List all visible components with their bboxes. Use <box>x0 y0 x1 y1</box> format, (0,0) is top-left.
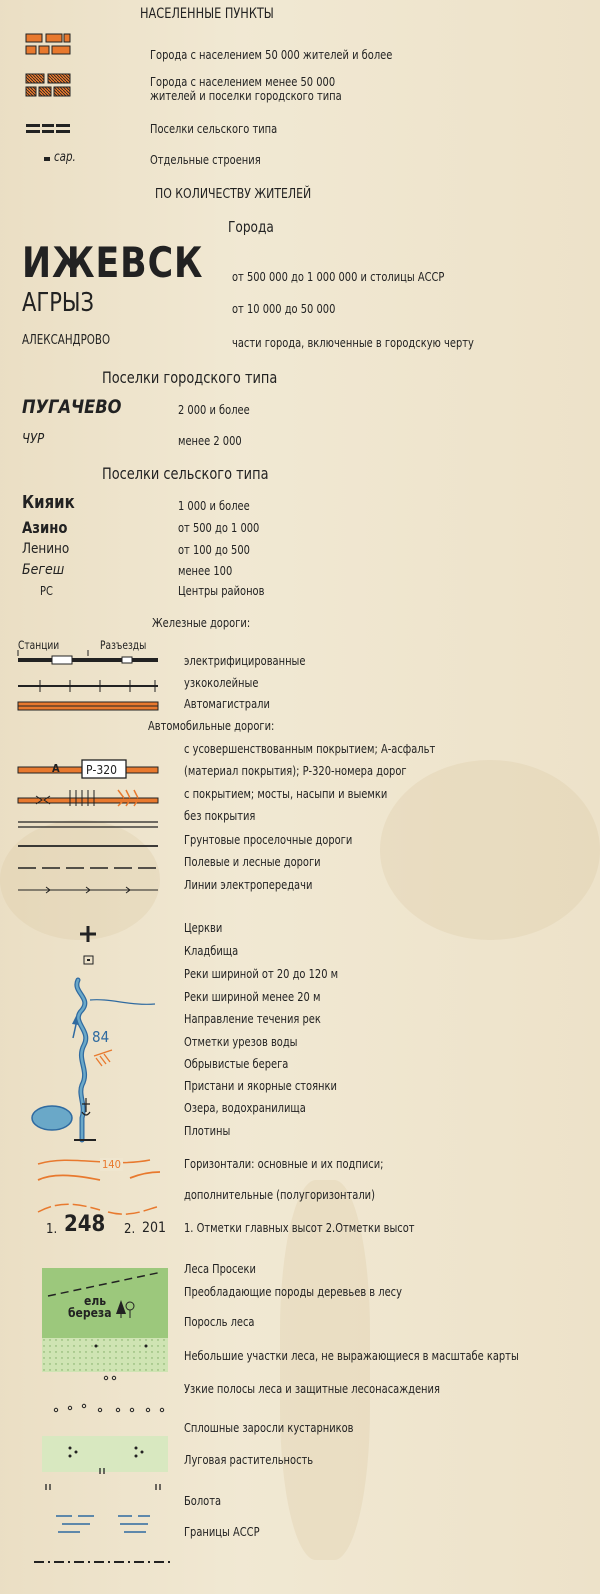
text-river-wide: Реки шириной от 20 до 120 м <box>184 966 339 981</box>
contour-label: 140 <box>102 1158 121 1171</box>
text-river-narrow: Реки шириной менее 20 м <box>184 989 321 1004</box>
text-half-contours: дополнительные (полугоризонтали) <box>184 1187 375 1202</box>
text-urban-chur: менее 2 000 <box>178 433 242 448</box>
unpaved-road-symbol <box>18 822 158 827</box>
legend-text-building: Отдельные строения <box>150 152 261 167</box>
river-icon <box>32 980 155 1140</box>
text-small-forest: Небольшие участки леса, не выражающиеся в масштабе карты <box>184 1348 519 1363</box>
text-power-line: Линии электропередачи <box>184 877 313 892</box>
surfaced-road-symbol <box>18 790 158 806</box>
highway-symbol <box>18 702 158 710</box>
road-sample-a: А <box>52 762 60 775</box>
sample-city-izhevsk: ИЖЕВСК <box>22 238 204 287</box>
sample-rural-azino: Азино <box>22 518 68 537</box>
text-young-forest: Поросль леса <box>184 1314 255 1329</box>
swamp-symbol <box>56 1516 150 1532</box>
text-rural-kiyaik: 1 000 и более <box>178 498 250 513</box>
text-water-level: Отметки урезов воды <box>184 1034 298 1049</box>
text-flow-direction: Направление течения рек <box>184 1011 321 1026</box>
text-road-material: (материал покрытия); Р-320-номера дорог <box>184 763 407 778</box>
roads-title: Автомобильные дороги: <box>148 718 275 733</box>
small-city-symbol <box>26 74 70 96</box>
legend-text-small-city: Города с населением менее 50 000 жителей и поселки городского типа <box>150 74 342 103</box>
urban-title: Поселки городского типа <box>102 368 278 387</box>
height-num-2: 2. <box>124 1222 136 1237</box>
text-heights: 1. Отметки главных высот 2.Отметки высот <box>184 1220 415 1235</box>
legend-text-large-city: Города с населением 50 000 жителей и более <box>150 47 393 62</box>
text-assr-border: Границы АССР <box>184 1524 260 1539</box>
text-urban-pugachevo: 2 000 и более <box>178 402 250 417</box>
building-symbol <box>44 157 50 161</box>
forest-word-spruce: ель <box>84 1294 107 1308</box>
text-road-improved: с усовершенствованным покрытием; А-асфальт <box>184 741 436 756</box>
text-tree-species: Преобладающие породы деревьев в лесу <box>184 1284 402 1299</box>
contour-lines-symbol <box>38 1160 160 1180</box>
railway-electrified-symbol <box>18 650 158 664</box>
legend-text-rural: Поселки сельского типа <box>150 121 278 136</box>
stations-label: Станции <box>18 638 60 652</box>
sidings-label: Разъезды <box>100 638 147 652</box>
sample-rural-kiyaik: Кияик <box>22 492 75 513</box>
text-contours: Горизонтали: основные и их подписи; <box>184 1156 384 1171</box>
text-rail-electrified: электрифицированные <box>184 653 306 668</box>
road-sample-route: Р-320 <box>86 763 118 777</box>
forest-word-birch: береза <box>68 1306 112 1320</box>
building-sample-label: сар. <box>54 150 76 165</box>
text-piers: Пристани и якорные стоянки <box>184 1078 337 1093</box>
railway-narrow-symbol <box>18 680 158 692</box>
sample-urban-pugachevo: ПУГАЧЕВО <box>22 396 122 418</box>
sample-rural-lenino: Ленино <box>22 541 70 557</box>
cemetery-icon <box>84 956 93 964</box>
sample-city-district: АЛЕКСАНДРОВО <box>22 333 111 348</box>
height-num-1: 1. <box>46 1222 58 1237</box>
shrub-symbol <box>42 1436 168 1472</box>
sample-rural-begesh: Бегеш <box>22 562 65 578</box>
text-district-center: Центры районов <box>178 583 265 598</box>
young-forest-symbol <box>42 1338 168 1372</box>
text-forests: Леса Просеки <box>184 1261 256 1276</box>
section-title-population: ПО КОЛИЧЕСТВУ ЖИТЕЛЕЙ <box>155 186 312 202</box>
section-title-settlements: НАСЕЛЕННЫЕ ПУНКТЫ <box>140 6 274 22</box>
text-lakes: Озера, водохранилища <box>184 1100 306 1115</box>
text-dams: Плотины <box>184 1123 231 1138</box>
rural-settlement-symbol <box>26 124 70 133</box>
text-rural-lenino: от 100 до 500 <box>178 542 250 557</box>
sample-urban-chur: ЧУР <box>22 432 45 447</box>
water-level-mark: 84 <box>92 1028 110 1046</box>
sample-district-center: РС <box>40 583 53 598</box>
text-church: Церкви <box>184 920 223 935</box>
height-secondary-value: 201 <box>142 1220 167 1236</box>
text-rural-azino: от 500 до 1 000 <box>178 520 260 535</box>
text-road-unpaved: без покрытия <box>184 808 256 823</box>
church-icon <box>80 926 96 942</box>
rural-title: Поселки сельского типа <box>102 464 269 483</box>
text-shrubs: Сплошные заросли кустарников <box>184 1420 354 1435</box>
text-city-izhevsk: от 500 000 до 1 000 000 и столицы АССР <box>232 269 445 284</box>
text-road-surfaced: с покрытием; мосты, насыпи и выемки <box>184 786 388 801</box>
forest-strip-symbol <box>54 1404 163 1411</box>
small-forest-symbol <box>104 1376 115 1379</box>
text-road-field: Полевые и лесные дороги <box>184 854 321 869</box>
text-city-agryz: от 10 000 до 50 000 <box>232 301 336 316</box>
text-city-district: части города, включенные в городскую черту <box>232 335 474 350</box>
height-main-value: 248 <box>64 1212 106 1237</box>
text-cemetery: Кладбища <box>184 943 239 958</box>
cities-title: Города <box>228 218 274 236</box>
power-line-symbol <box>18 887 158 893</box>
rail-title: Железные дороги: <box>152 615 251 630</box>
large-city-symbol <box>26 34 70 54</box>
text-rural-begesh: менее 100 <box>178 563 233 578</box>
text-rail-narrow: узкоколейные <box>184 675 259 690</box>
text-swamps: Болота <box>184 1493 222 1508</box>
text-highway: Автомагистрали <box>184 696 270 711</box>
sample-city-agryz: АГРЫЗ <box>22 288 95 318</box>
text-steep-banks: Обрывистые берега <box>184 1056 289 1071</box>
text-meadow: Луговая растительность <box>184 1452 314 1467</box>
text-road-dirt: Грунтовые проселочные дороги <box>184 832 353 847</box>
text-forest-strips: Узкие полосы леса и защитные лесонасаждения <box>184 1381 440 1396</box>
